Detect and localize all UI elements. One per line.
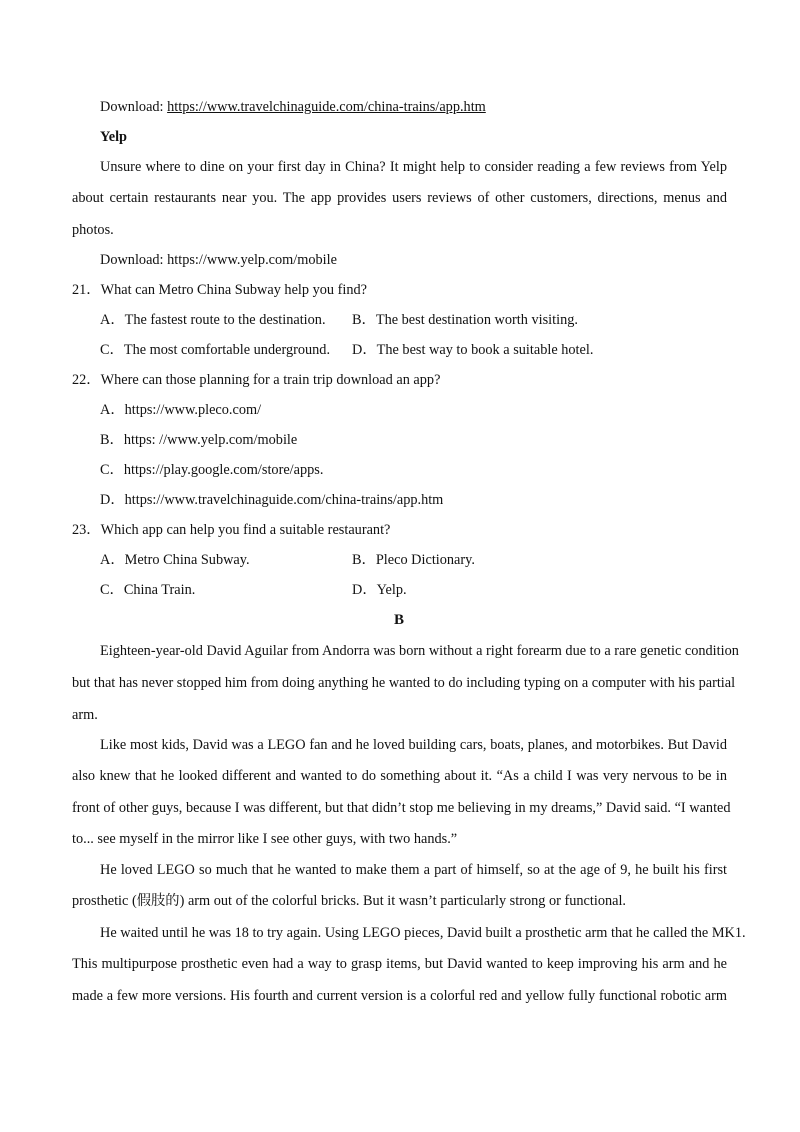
question-21-stem: 21．What can Metro China Subway help you find? xyxy=(72,282,368,298)
section-b-title: B xyxy=(394,612,405,628)
passage-line: front of other guys, because I was different, but that didn’t stop me believing in my dreams,” David said. “I wanted xyxy=(72,800,731,816)
yelp-paragraph-line-3: photos. xyxy=(72,222,114,238)
question-21-option-a: A．The fastest route to the destination. xyxy=(100,312,326,328)
question-23-option-b: B．Pleco Dictionary. xyxy=(352,552,475,568)
question-22-stem: 22．Where can those planning for a train trip download an app? xyxy=(72,372,441,388)
passage-line: prosthetic (假肢的) arm out of the colorful bricks. But it wasn’t particularly strong or functional. xyxy=(72,893,627,909)
passage-line: He waited until he was 18 to try again. Using LEGO pieces, David built a prosthetic arm that he called the MK1. xyxy=(100,925,746,941)
question-22-option-a: A．https://www.pleco.com/ xyxy=(100,402,262,418)
passage-line: arm. xyxy=(72,707,98,723)
yelp-heading: Yelp xyxy=(100,129,128,145)
passage-line: also knew that he looked different and wanted to do something about it. “As a child I was very nervous to be in xyxy=(72,768,727,784)
passage-line: He loved LEGO so much that he wanted to make them a part of himself, so at the age of 9, he built his first xyxy=(100,862,727,878)
question-21-option-c: C．The most comfortable underground. xyxy=(100,342,331,358)
travelchinaguide-link[interactable]: https://www.travelchinaguide.com/china-trains/app.htm xyxy=(167,99,486,115)
yelp-paragraph-line-1: Unsure where to dine on your first day in China? It might help to consider reading a few reviews from Yelp xyxy=(100,159,727,175)
passage-line: Like most kids, David was a LEGO fan and he loved building cars, boats, planes, and motorbikes. But David xyxy=(100,737,727,753)
question-22-option-c: C．https://play.google.com/store/apps. xyxy=(100,462,324,478)
yelp-paragraph-line-2: about certain restaurants near you. The app provides users reviews of other customers, directions, menus and xyxy=(72,190,727,206)
question-23-option-c: C．China Train. xyxy=(100,582,196,598)
passage-line: but that has never stopped him from doing anything he wanted to do including typing on a computer with his partial xyxy=(72,675,736,691)
passage-line: Eighteen-year-old David Aguilar from Andorra was born without a right forearm due to a rare genetic condition xyxy=(100,643,739,659)
question-23-stem: 23．Which app can help you find a suitable restaurant? xyxy=(72,522,391,538)
question-21-option-b: B．The best destination worth visiting. xyxy=(352,312,578,328)
passage-line: This multipurpose prosthetic even had a way to grasp items, but David wanted to keep improving his arm and he xyxy=(72,956,727,972)
question-22-option-d: D．https://www.travelchinaguide.com/china-trains/app.htm xyxy=(100,492,444,508)
download-line-yelp: Download: https://www.yelp.com/mobile xyxy=(100,252,337,268)
question-23-option-d: D．Yelp. xyxy=(352,582,407,598)
passage-line: to... see myself in the mirror like I see other guys, with two hands.” xyxy=(72,831,458,847)
question-21-option-d: D．The best way to book a suitable hotel. xyxy=(352,342,594,358)
passage-line: made a few more versions. His fourth and current version is a colorful red and yellow fully functional robotic arm xyxy=(72,988,727,1004)
download-label: Download: xyxy=(100,99,168,115)
question-22-option-b: B．https: //www.yelp.com/mobile xyxy=(100,432,298,448)
question-23-option-a: A．Metro China Subway. xyxy=(100,552,250,568)
download-line-trains xyxy=(100,98,486,116)
